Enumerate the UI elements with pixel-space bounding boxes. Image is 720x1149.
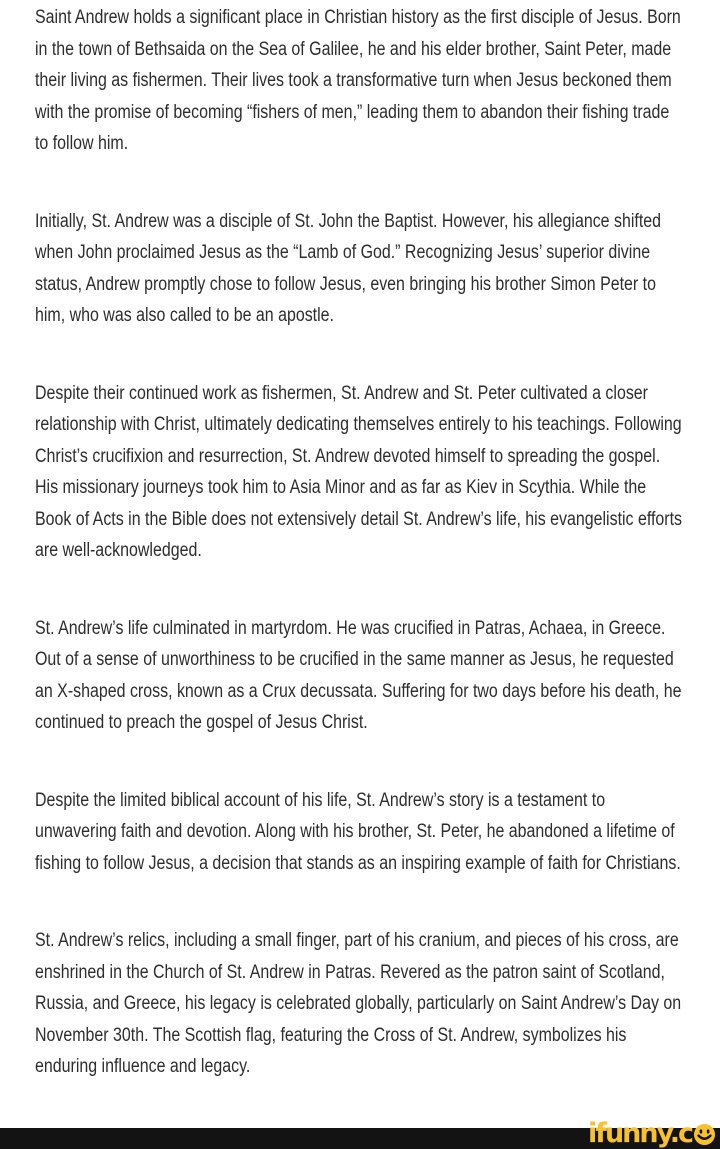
paragraph-intro-first-disciple: Saint Andrew holds a significant place in Christian history as the first disciple of Jesus. Born in the town of Bethsaida on the Sea of Galilee, he and his elder brother, Saint Peter, made their living as fishermen. Their lives took a transformative turn when Jesus beckoned them with the promise of becoming “fishers of men,” leading them to abandon their fishing trade to follow him. — [35, 7, 681, 154]
paragraph-relics-legacy: St. Andrew’s relics, including a small finger, part of his cranium, and pieces of his cross, are enshrined in the Church of St. Andrew in Patras. Revered as the patron saint of Scotland, Russia, and Greece, his legacy is celebrated globally, particularly on Saint Andrew’s Day on November 30th. The Scottish flag, featuring the Cross of St. Andrew, symbolizes his enduring influence and legacy. — [35, 930, 682, 1077]
paragraph-faith-testament: Despite the limited biblical account of his life, St. Andrew’s story is a testament to unwavering faith and devotion. Along with his brother, St. Peter, he abandoned a lifetime of fishing to follow Jesus, a decision that stands as an inspiring example of faith for Christians. — [35, 789, 681, 874]
ifunny-watermark — [587, 1118, 716, 1149]
ifunny-logo-text: ifunny.c — [587, 1118, 692, 1149]
smiley-face-icon — [693, 1123, 716, 1146]
paragraph-martyrdom: St. Andrew’s life culminated in martyrdom. He was crucified in Patras, Achaea, in Greece. Out of a sense of unworthiness to be crucified in the same manner as Jesus, he requested an X-shaped cross, known as a Crux decussata. Suffering for two days before his death, he continued to preach the gospel of Jesus Christ. — [35, 617, 682, 733]
paragraph-missionary-journeys: Despite their continued work as fishermen, St. Andrew and St. Peter cultivated a closer relationship with Christ, ultimately dedicating themselves entirely to his teachings. Following Christ’s crucifixion and resurrection, St. Andrew devoted himself to spreading the gospel. His missionary journeys took him to Asia Minor and as far as Kiev in Scythia. While the Book of Acts in the Bible does not extensively detail St. Andrew’s life, his evangelistic efforts are well-acknowledged. — [35, 382, 683, 561]
article-body — [35, 2, 720, 1129]
paragraph-john-the-baptist: Initially, St. Andrew was a disciple of St. John the Baptist. However, his allegiance shifted when John proclaimed Jesus as the “Lamb of God.” Recognizing Jesus’ superior divine status, Andrew promptly chose to follow Jesus, even bringing his brother Simon Peter to him, who was also called to be an apostle. — [35, 210, 662, 326]
